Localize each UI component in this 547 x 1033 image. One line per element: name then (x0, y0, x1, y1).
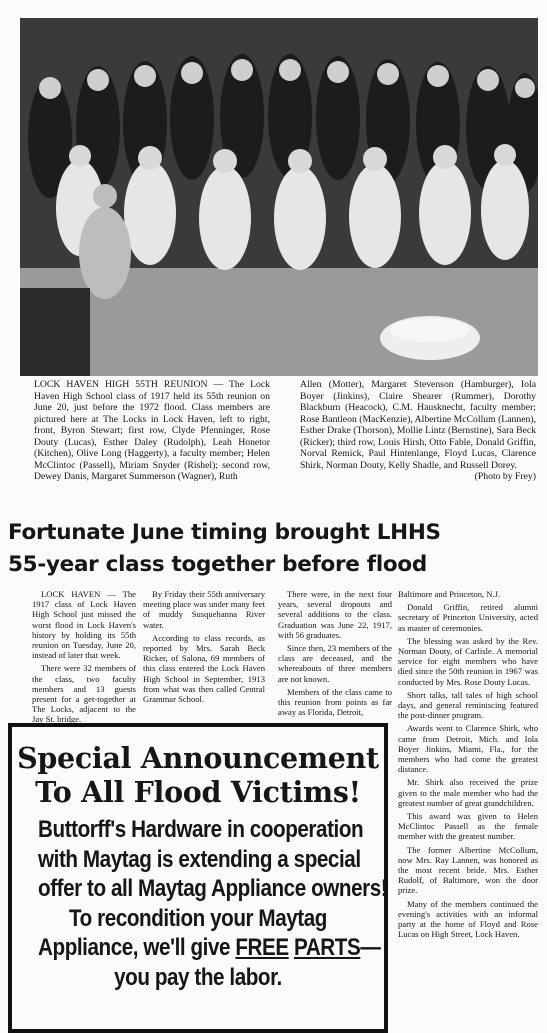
photo-caption (34, 379, 538, 507)
story-paragraph: Short talks, tall tales of high school days, and general reminiscing featured the post-dinner program. (398, 689, 538, 721)
ad-title (12, 741, 384, 809)
headline-line-1: Fortunate June timing brought LHHS (8, 520, 441, 545)
story-paragraph: Since then, 23 members of the class are deceased, and the whereabouts of three members are not known. (278, 643, 392, 684)
story-paragraph: The former Albertine McCollum, now Mrs. Ray Lannen, was honored as the most recent bride. Mrs. Esther Rudolf, of Baltimore, won the door prize. (398, 844, 538, 896)
story-paragraph: According to class records, as reported by Mrs. Sarah Beck Ricker, of Salona, 69 members of this class entered the Lock Haven High School in September, 1913 from what was then called Central Grammar School. (143, 632, 265, 705)
caption-column-2 (300, 379, 536, 483)
story-column-3 (278, 589, 392, 720)
story-paragraph: The blessing was asked by the Rev. Norman Douty, of Carlisle. A memorial service for eight members who have died since the 50th reunion in 1967 was conducted by Mrs. Rose Douty Lucas. (398, 635, 538, 687)
ad-body-line (38, 933, 381, 963)
story-column-1 (32, 589, 136, 728)
story-paragraph: This award was given to Helen McClintoc Passell as the female member with the greatest number. (398, 811, 538, 842)
ad-body-line: you pay the labor. (114, 963, 282, 991)
ad-body-line: To recondition your Maytag (69, 904, 327, 932)
story-paragraph: Mr. Shirk also received the prize given to the male member who had the greatest number of great grandchildren. (398, 777, 538, 808)
ad-parts-text: PARTS (294, 934, 361, 961)
photo-figures (20, 18, 538, 376)
ad-title-line-1: Special Announcement (17, 741, 379, 775)
ad-body-line: offer to all Maytag Appliance owners! (38, 875, 388, 902)
story-column-4 (398, 589, 538, 943)
story-paragraph: There were, in the next four years, several dropouts and several additions to the class. Graduation was June 22, 1917, with 56 graduates. (278, 589, 392, 640)
photo-credit: (Photo by Frey) (474, 471, 536, 482)
story-paragraph: Donald Griffin, retired alumni secretary of Princeton University, acted as master of ceremonies. (398, 602, 538, 633)
story-paragraph: Baltimore and Princeton, N.J. (398, 589, 501, 599)
story-column-2 (143, 589, 265, 707)
caption-column-1: LOCK HAVEN HIGH 55TH REUNION — The Lock Haven High School class of 1917 held its 55th reunion on June 20, just before the 1972 flood. Class members are pictured here at The Locks in Lock Haven, left to right, front, Byron Stewart; first row, Clyde Pfenninger, Rose Douty (Lucas), Esther Daley (Rudolph), Leah Honetor (Kitchen), Olive Long (Haggerty), a faculty member; Helen McClintoc (Passell), Miriam Snyder (Rishel); second row, Dewey Danis, Margaret Summerson (Wagner), Ruth (34, 379, 270, 482)
ad-title-line-2: To All Flood Victims! (35, 775, 361, 809)
ad-body-line: Buttorff's Hardware in cooperation (38, 816, 364, 843)
story-paragraph: By Friday their 55th anniversary meeting place was under many feet of muddy Susquehanna River water. (143, 589, 265, 630)
headline-line-2: 55-year class together before flood (8, 552, 427, 577)
flood-victims-advertisement (8, 723, 388, 1033)
reunion-group-photo (20, 18, 538, 376)
article-headline (8, 517, 544, 581)
story-paragraph: Members of the class came to this reunion from points as far away as Florida, Detroit, (278, 686, 392, 718)
caption-column-2-text: Allen (Motter), Margaret Stevenson (Hamburger), Iola Boyer (Jinkins), Claire Shearer (Rummer), Dorothy Blackburn (Heacock), C.M. Hausknecht, faculty member; Rose Bantleon (MacKenzie), Albertine McCollum (Lannen), Esther Drake (Thorson), Mollie Lintz (Bernstine), Sara Beck (Ricker); third row, Louis Hirsh, Otto Fable, Donald Griffin, Norval Remick, Paul Hintenlange, Floyd Lucas, Clarence Shirk, Norman Douty, Kelly Shadle, and Russell Dorey. (300, 379, 536, 471)
ad-body-line: with Maytag is extending a special (38, 845, 361, 873)
story-paragraph: Awards went to Clarence Shirk, who came from Detroit, Mich. and Iola Boyer Jinkins, Miami, Fla., for the members who had come the greatest distance. (398, 723, 538, 775)
ad-body-text: Appliance, we'll give (38, 934, 236, 961)
story-paragraph: LOCK HAVEN — The 1917 class of Lock Haven High School just missed the worst flood in Lock Haven's history by holding its 55th reunion on Tuesday, June 20, instead of later that week. (32, 589, 136, 661)
ad-free-text: FREE (235, 934, 289, 961)
ad-body-text: — (360, 934, 381, 961)
story-paragraph: Many of the members continued the evening's activities with an informal party at the home of Floyd and Rose Lucas on High Street, Lock Haven. (398, 898, 538, 940)
story-paragraph: There were 32 members of the class, two faculty members and 13 guests present for a get-together at The Locks, adjacent to the Jay St. bridge. (32, 663, 136, 725)
ad-body (38, 815, 388, 992)
